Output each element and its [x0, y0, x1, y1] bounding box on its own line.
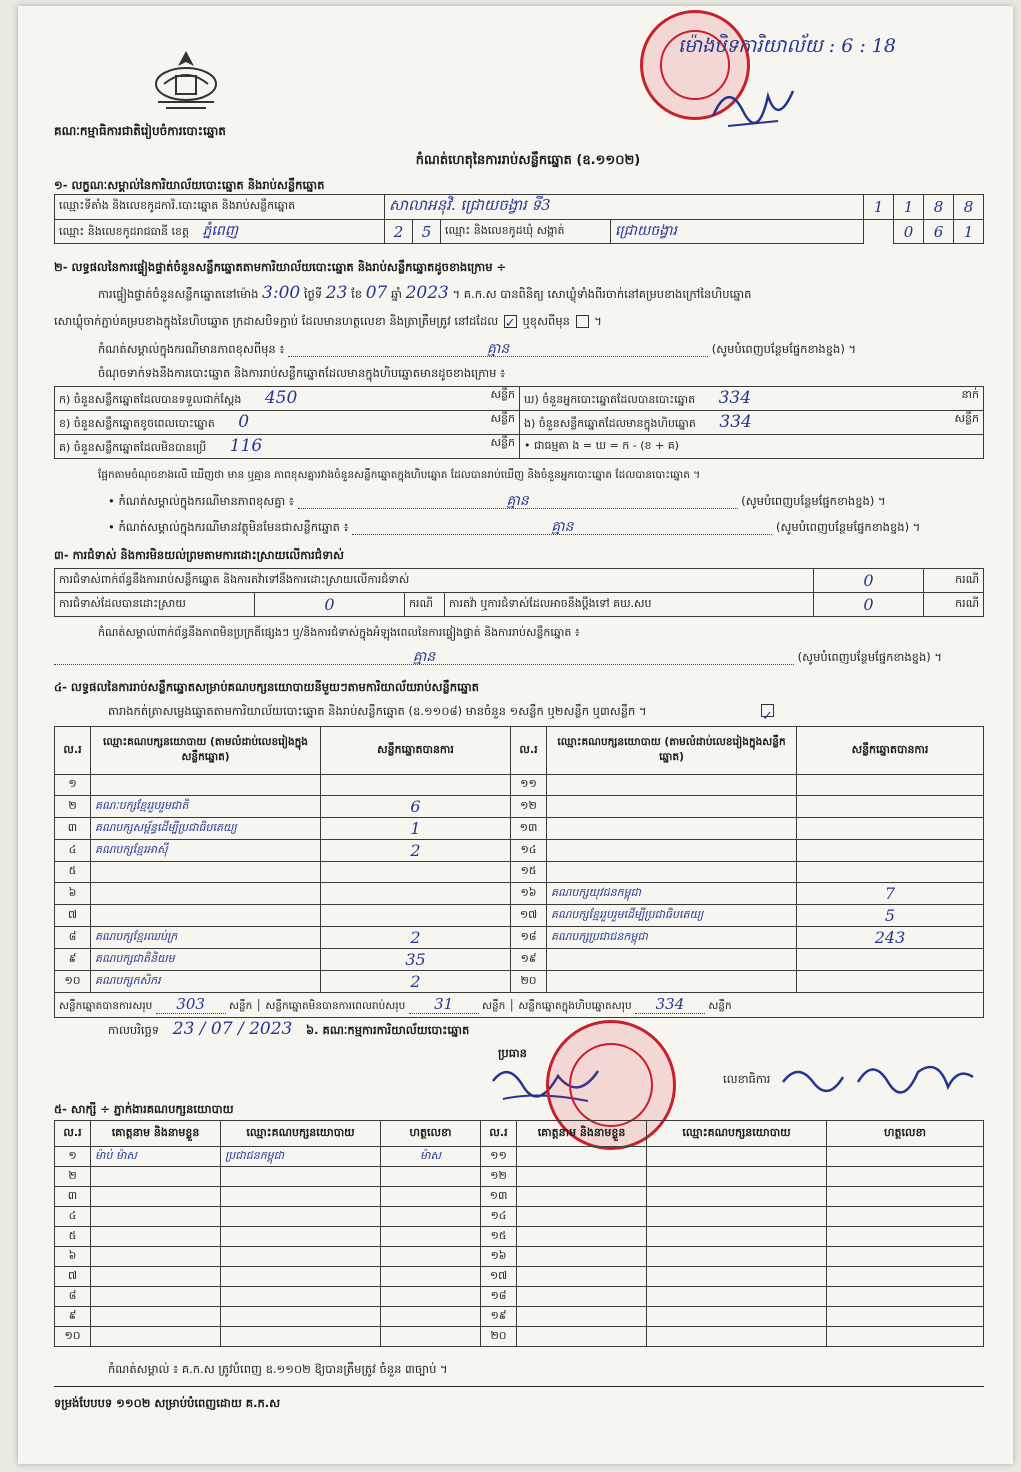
party-results-table: ល.រ ឈ្មោះគណបក្សនយោបាយ (តាមលំដាប់លេខរៀងក្នុងសន្លឹកឆ្នោត) សន្លឹកឆ្នោតបានការ ល.រ ឈ្មោះគណបក្សនយោបាយ (តាមលំដាប់លេខរៀងក្នុងសន្លឹកឆ្នោត) សន្លឹកឆ្នោតបានការ ១ ១១ ២ គណៈបក្សខ្មែររួបរួមជាតិ 6 ១២ ៣ គណបក្សសម្ព័ន្ធដើម្បីប្រជាធិបតេយ្យ 1 ១៣ ៤ គណបក្សខ្មែរអាស៊ី 2 ១៤ ៥ ១៥ ៦ ១៦ គណបក្សយុវជនកម្ពុជា 7 ៧ ១៧ គណបក្សខ្មែររួបរួមដើម្បីប្រជាធិបតេយ្យ 5 ៨ គណបក្សខ្មែរឈប់ក្រ 2 ១៨ គណបក្សប្រជាជនកម្ពុជា 243 ៩ គណបក្សជាតិនិយម 35 ១៩ ១០ គណបក្សកសិករ 2 ២០ សន្លឹកឆ្នោតបានការសរុប 303 សន្លឹក │ សន្លឹកឆ្នោតមិនបានការពេលរាប់សរុប 31 សន្លឹក │ សន្លឹកឆ្នោតក្នុងហិបឆ្នោតសរុប 334 សន្លឹក — [54, 726, 984, 1018]
witness-signature — [827, 1227, 984, 1247]
party-name — [91, 862, 321, 883]
witness-row — [55, 1187, 984, 1207]
witness-name — [91, 1227, 221, 1247]
witness-party — [221, 1327, 381, 1347]
witness-signature — [381, 1307, 481, 1327]
witness-party — [221, 1287, 381, 1307]
witness-number: ១០ — [55, 1327, 91, 1347]
witness-name — [91, 1267, 221, 1287]
section1-table — [54, 194, 984, 244]
party-votes: 6 — [321, 796, 511, 818]
witness-name — [91, 1207, 221, 1227]
date-line: កាលបរិច្ឆេទ 23 / 07 / 2023 ៦. គណៈកម្មការការិយាល័យបោះឆ្នោត — [108, 1019, 470, 1039]
commune-label: ឈ្មោះ និងលេខកូដឃុំ សង្កាត់ — [441, 220, 611, 244]
witness-party — [221, 1307, 381, 1327]
party-number: ២ — [55, 796, 91, 818]
province-code-digit: 5 — [413, 220, 441, 244]
witness-name — [517, 1267, 647, 1287]
appeal-count: 0 — [814, 593, 924, 617]
ballot-count-table: ក) ចំនួនសន្លឹកឆ្នោតដែលបានទទួលជាក់ស្តែង 450 សន្លឹក ឃ) ចំនួនអ្នកបោះឆ្នោតដែលបានបោះឆ្នោត 334 នាក់ ខ) ចំនួនសន្លឹកឆ្នោតខូចពេលបោះឆ្នោត 0 សន្លឹក ង) ចំនួនសន្លឹកឆ្នោតដែលមានក្នុងហិបឆ្នោត 334 សន្លឹក គ) ចំនួនសន្លឹកឆ្នោតដែលមិនបានប្រើ 116 សន្លឹក • ជាធម្មតា ង = ឃ = ក - (ខ + គ) — [54, 386, 984, 459]
witness-name — [517, 1327, 647, 1347]
party-number: ១៤ — [511, 840, 547, 862]
witness-name — [517, 1247, 647, 1267]
party-number: ១ — [55, 775, 91, 796]
witness-row — [55, 1167, 984, 1187]
party-name — [547, 971, 797, 993]
witness-number: ១៨ — [481, 1287, 517, 1307]
footer-divider — [54, 1386, 984, 1387]
witness-party — [647, 1147, 827, 1167]
witness-name — [91, 1327, 221, 1347]
verify-line-2: សោឃ្លុំចាក់ភ្ជាប់គម្របខាងក្នុងនៃហិបឆ្នោត ក្រដាសបិទភ្ជាប់ ដែលមានហត្ថលេខា និងត្រាត្រឹមត្រូវ នៅដដែល ✓ ឬខុសពីមុន ។ — [54, 314, 602, 331]
commune-value: ជ្រោយចង្វារ — [611, 220, 864, 244]
unused-ballots: 116 — [229, 436, 263, 456]
party-number: ២០ — [511, 971, 547, 993]
section5-heading: ៥- សាក្សី ÷ ភ្នាក់ងារគណបក្សនយោបាយ — [54, 1102, 234, 1116]
witness-name — [517, 1187, 647, 1207]
witness-number: ១៣ — [481, 1187, 517, 1207]
party-votes — [797, 796, 984, 818]
witness-number: ៦ — [55, 1247, 91, 1267]
party-votes — [797, 971, 984, 993]
witness-name — [91, 1247, 221, 1267]
witness-signature — [827, 1207, 984, 1227]
witness-number: ១៦ — [481, 1247, 517, 1267]
witness-number: ២ — [55, 1167, 91, 1187]
party-votes: 2 — [321, 971, 511, 993]
witness-number: ១៧ — [481, 1267, 517, 1287]
formula-text: • ជាធម្មតា ង = ឃ = ក - (ខ + គ) — [520, 435, 984, 459]
party-votes: 2 — [321, 840, 511, 862]
polling-station-value: សាលាអនុវិ. ជ្រោយចង្វារ ទី3 — [385, 195, 864, 220]
party-number: ៣ — [55, 818, 91, 840]
party-votes: 2 — [321, 927, 511, 949]
party-name — [91, 775, 321, 796]
witness-number: ១២ — [481, 1167, 517, 1187]
party-name: គណបក្សខ្មែរឈប់ក្រ — [91, 927, 321, 949]
witness-party — [647, 1267, 827, 1287]
irregularity-note: គ្មាន (សូមបំពេញបន្ថែមផ្នែកខាងខ្នង) ។ — [54, 650, 984, 665]
party-number: ១០ — [55, 971, 91, 993]
same-checkbox[interactable]: ✓ — [504, 316, 516, 331]
party-name: គណបក្សកសិករ — [91, 971, 321, 993]
objection-label: ការជំទាស់ពាក់ព័ន្ធនឹងការរាប់សន្លឹកឆ្នោត និងការតវ៉ាទៅនឹងការដោះស្រាយលើការជំទាស់ — [55, 569, 814, 593]
witness-party — [647, 1207, 827, 1227]
witness-signature: ម៉ាស — [381, 1147, 481, 1167]
party-result-row — [55, 971, 984, 993]
party-number: ៨ — [55, 927, 91, 949]
witness-party — [221, 1267, 381, 1287]
party-name — [547, 862, 797, 883]
section4-heading: ៤- លទ្ធផលនៃការរាប់សន្លឹកឆ្នោតសម្រាប់គណបក្សនយោបាយនីមួយៗតាមការិយាល័យរាប់សន្លឹកឆ្នោត — [54, 680, 479, 694]
foreign-object-note: • កំណត់សម្គាល់ក្នុងករណីមានវត្ថុមិនមែនជាសន្លឹកឆ្នោត ៖ គ្មាន (សូមបំពេញបន្ថែមផ្នែកខាងខ្នង) ។ — [108, 519, 921, 535]
irregularity-note-label: កំណត់សម្គាល់ពាក់ព័ន្ធនឹងភាពមិនប្រក្រតីផ្សេងៗ ឬ/និងការជំទាស់ក្នុងអំឡុងពេលនៃការផ្ទៀងផ្ទាត់ និងការរាប់សន្លឹកឆ្នោត ៖ — [98, 626, 580, 639]
party-votes — [321, 775, 511, 796]
witness-row — [55, 1207, 984, 1227]
section1-heading: ១- លក្ខណៈសម្គាល់នៃការិយាល័យបោះឆ្នោត និងរាប់សន្លឹកឆ្នោត — [54, 178, 325, 192]
party-result-row — [55, 818, 984, 840]
party-name: គណបក្សយុវជនកម្ពុជា — [547, 883, 797, 905]
witness-party — [647, 1227, 827, 1247]
party-votes — [797, 840, 984, 862]
province-value: ភ្នំពេញ — [202, 223, 239, 239]
commune-code-digit: 0 — [894, 220, 924, 244]
party-number: ៦ — [55, 883, 91, 905]
witness-number: ៥ — [55, 1227, 91, 1247]
witness-number: ២០ — [481, 1327, 517, 1347]
witness-name — [91, 1307, 221, 1327]
verify-day: 23 — [325, 283, 348, 303]
witness-party — [221, 1187, 381, 1207]
party-votes: 35 — [321, 949, 511, 971]
party-name: គណបក្សប្រជាជនកម្ពុជា — [547, 927, 797, 949]
witness-number: ៨ — [55, 1287, 91, 1307]
different-checkbox[interactable] — [576, 315, 589, 328]
objection-count: 0 — [814, 569, 924, 593]
witness-name — [517, 1207, 647, 1227]
witness-row — [55, 1147, 984, 1167]
party-result-row — [55, 775, 984, 796]
total-valid-votes: 303 — [156, 995, 226, 1014]
witness-party — [221, 1167, 381, 1187]
objection-table: ការជំទាស់ពាក់ព័ន្ធនឹងការរាប់សន្លឹកឆ្នោត និងការតវ៉ាទៅនឹងការដោះស្រាយលើការជំទាស់ 0 ករណី ការជំទាស់ដែលបានដោះស្រាយ 0 ករណី ការតវ៉ា ឬការជំទាស់ដែលអាចនឹងប្តឹងទៅ គឃ.សប 0 ករណី — [54, 568, 984, 617]
witness-signature — [381, 1167, 481, 1187]
witness-name — [517, 1167, 647, 1187]
polling-station-label: ឈ្មោះទីតាំង និងលេខកូដការិ.បោះឆ្នោត និងរាប់សន្លឹកឆ្នោត — [55, 195, 385, 220]
voters-count: 334 — [718, 388, 752, 408]
witness-name — [517, 1307, 647, 1327]
form-title: កំណត់ហេតុនៃការរាប់សន្លឹកឆ្នោត (ឧ.១១០២) — [415, 153, 641, 168]
section2-heading: ២- លទ្ធផលនៃការផ្ទៀងផ្ទាត់ចំនួនសន្លឹកឆ្នោតតាមការិយាល័យបោះឆ្នោត និងរាប់សន្លឹកឆ្នោតដូចខាងក្រោម ÷ — [54, 260, 507, 274]
total-invalid-votes: 31 — [409, 995, 479, 1014]
witness-row — [55, 1267, 984, 1287]
witness-table: ល.រ គោត្តនាម និងនាមខ្លួន ឈ្មោះគណបក្សនយោបាយ ហត្ថលេខា ល.រ គោត្តនាម និងនាមខ្លួន ឈ្មោះគណបក្សនយោបាយ ហត្ថលេខា ១ ម៉ាប់ ម៉ាស ប្រជាជនកម្ពុជា ម៉ាស ១១ ២ ១២ ៣ ១៣ ៤ ១៤ ៥ ១៥ ៦ ១៦ ៧ ១៧ ៨ ១៨ ៩ ១៩ ១០ ២០ — [54, 1120, 984, 1347]
tally-2-sheets-checkbox[interactable]: ✓ — [761, 704, 774, 717]
foreign-object-value: គ្មាន — [352, 520, 772, 535]
verify-line: ការផ្ទៀងផ្ទាត់ចំនួនសន្លឹកឆ្នោតនៅម៉ោង 3:00 ថ្ងៃទី 23 ខែ 07 ឆ្នាំ 2023 ។ គ.ក.ស បានពិនិត្យ សោឃ្លុំទាំងពីរចាក់នៅគម្របខាងក្រៅនៃហិបឆ្នោត — [98, 283, 752, 303]
province-label: ឈ្មោះ និងលេខកូដរាជធានី ខេត្ត ភ្នំពេញ — [55, 220, 385, 244]
party-name — [547, 818, 797, 840]
witness-row — [55, 1287, 984, 1307]
witness-party — [221, 1227, 381, 1247]
witness-signature — [827, 1307, 984, 1327]
witness-name — [91, 1167, 221, 1187]
witness-number: ៩ — [55, 1307, 91, 1327]
witness-party — [647, 1167, 827, 1187]
party-number: ៤ — [55, 840, 91, 862]
party-number: ១៥ — [511, 862, 547, 883]
chair-label: ប្រធាន — [498, 1046, 527, 1060]
party-number: ១១ — [511, 775, 547, 796]
witness-signature — [381, 1327, 481, 1347]
party-number: ៧ — [55, 905, 91, 927]
party-name: គណបក្សជាតិនិយម — [91, 949, 321, 971]
witness-signature — [827, 1147, 984, 1167]
compare-line: ផ្អែកតាមចំណុចខាងលើ ឃើញថា មាន ឬគ្មាន ភាពខុសគ្នារវាងចំនួនសន្លឹកឆ្នោតក្នុងហិបឆ្នោត ដែលបានរាប់ឃើញ និងចំនួនអ្នកបោះឆ្នោត ដែលបានបោះឆ្នោត ។ — [98, 469, 701, 481]
party-name — [547, 775, 797, 796]
witness-party — [647, 1287, 827, 1307]
party-name: គណបក្សសម្ព័ន្ធដើម្បីប្រជាធិបតេយ្យ — [91, 818, 321, 840]
witness-row — [55, 1307, 984, 1327]
committee-emblem-icon — [146, 46, 226, 116]
party-votes — [797, 818, 984, 840]
secretary-label: លេខាធិការ — [723, 1072, 771, 1086]
party-number: ១៣ — [511, 818, 547, 840]
witness-signature — [827, 1327, 984, 1347]
party-votes — [321, 905, 511, 927]
party-votes — [797, 775, 984, 796]
station-code-digit: 8 — [954, 195, 984, 220]
station-code-digit: 8 — [924, 195, 954, 220]
party-votes: 243 — [797, 927, 984, 949]
party-number: ៩ — [55, 949, 91, 971]
party-result-row — [55, 840, 984, 862]
witness-number: ១១ — [481, 1147, 517, 1167]
resolved-count: 0 — [255, 593, 405, 617]
witness-number: ៣ — [55, 1187, 91, 1207]
date-value: 23 / 07 / 2023 — [172, 1019, 293, 1039]
party-result-row — [55, 796, 984, 818]
witness-number: ១៩ — [481, 1307, 517, 1327]
party-name: គណៈបក្សខ្មែររួបរួមជាតិ — [91, 796, 321, 818]
witness-name — [517, 1227, 647, 1247]
signature-top — [708, 76, 798, 136]
party-number: ១៨ — [511, 927, 547, 949]
party-result-row — [55, 862, 984, 883]
witness-party — [221, 1247, 381, 1267]
verify-year: 2023 — [405, 283, 449, 303]
section3-heading: ៣- ការជំទាស់ និងការមិនយល់ព្រមតាមការដោះស្រាយលើការជំទាស់ — [54, 548, 345, 562]
commune-code-digit: 6 — [924, 220, 954, 244]
party-number: ១២ — [511, 796, 547, 818]
witness-party — [647, 1307, 827, 1327]
seal-note-line: កំណត់សម្គាល់ក្នុងករណីមានភាពខុសពីមុន ៖ គ្មាន (សូមបំពេញបន្ថែមផ្នែកខាងខ្នង) ។ — [98, 341, 857, 357]
witness-signature — [381, 1207, 481, 1227]
witness-party — [647, 1327, 827, 1347]
difference-note: • កំណត់សម្គាល់ក្នុងករណីមានភាពខុសគ្នា ៖ គ្មាន (សូមបំពេញបន្ថែមផ្នែកខាងខ្នង) ។ — [108, 493, 886, 509]
footer-note: កំណត់សម្គាល់ ៖ គ.ក.ស ត្រូវបំពេញ ឧ.១១០២ ឱ្យបានត្រឹមត្រូវ ចំនួន ៣ច្បាប់ ។ — [108, 1362, 448, 1376]
section4-intro: តារាងកត់ត្រាសម្លេងឆ្នោតតាមការិយាល័យបោះឆ្នោត និងរាប់សន្លឹកឆ្នោត (ឧ.១១០៨) មានចំនួន ១សន្លឹក ឬ២សន្លឹក ឬ៣សន្លឹក ។ — [108, 704, 647, 718]
party-number: ១៩ — [511, 949, 547, 971]
party-votes: 5 — [797, 905, 984, 927]
irregularity-note-value: គ្មាន — [54, 650, 794, 665]
witness-signature — [381, 1247, 481, 1267]
total-ballots-in-box: 334 — [635, 995, 705, 1014]
ballot-points-heading: ចំណុចទាក់ទងនឹងការបោះឆ្នោត និងការរាប់សន្លឹកឆ្នោតដែលមានក្នុងហិបឆ្នោតមានដូចខាងក្រោម ៖ — [98, 366, 506, 380]
party-result-row — [55, 905, 984, 927]
witness-name — [517, 1287, 647, 1307]
witness-name — [91, 1287, 221, 1307]
witness-party — [221, 1207, 381, 1227]
party-name — [91, 883, 321, 905]
party-name: គណបក្សខ្មែររួបរួមដើម្បីប្រជាធិបតេយ្យ — [547, 905, 797, 927]
witness-number: ៤ — [55, 1207, 91, 1227]
party-number: ៥ — [55, 862, 91, 883]
secretary-signature — [778, 1052, 978, 1102]
witness-name — [517, 1147, 647, 1167]
verify-time: 3:00 — [262, 283, 301, 303]
witness-signature — [381, 1287, 481, 1307]
witness-row — [55, 1247, 984, 1267]
party-number: ១៦ — [511, 883, 547, 905]
party-name — [547, 796, 797, 818]
committee-name: គណៈកម្មាធិការជាតិរៀបចំការបោះឆ្នោត — [54, 124, 226, 138]
party-votes — [797, 949, 984, 971]
party-votes: 7 — [797, 883, 984, 905]
party-name: គណបក្សខ្មែរអាស៊ី — [91, 840, 321, 862]
witness-party — [647, 1187, 827, 1207]
party-votes — [321, 883, 511, 905]
witness-signature — [827, 1187, 984, 1207]
seal-note-value: គ្មាន — [288, 342, 708, 357]
form-footer: ទម្រង់បែបបទ ១១០២ សម្រាប់បំពេញដោយ គ.ក.ស — [54, 1396, 281, 1410]
party-name — [547, 840, 797, 862]
witness-number: ១ — [55, 1147, 91, 1167]
party-name — [547, 949, 797, 971]
appeal-label: ការតវ៉ា ឬការជំទាស់ដែលអាចនឹងប្តឹងទៅ គឃ.សប — [445, 593, 814, 617]
witness-signature — [381, 1187, 481, 1207]
witness-number: ៧ — [55, 1267, 91, 1287]
witness-row — [55, 1227, 984, 1247]
witness-number: ១៥ — [481, 1227, 517, 1247]
handwritten-closing-time: ម៉ោងបិទការិយាល័យ : 6 : 18 — [678, 35, 896, 57]
witness-name — [91, 1187, 221, 1207]
province-code-digit: 2 — [385, 220, 413, 244]
witness-signature — [827, 1247, 984, 1267]
verify-month: 07 — [365, 283, 388, 303]
party-result-row — [55, 927, 984, 949]
ballots-in-box: 334 — [719, 412, 752, 432]
party-result-row — [55, 883, 984, 905]
witness-party — [647, 1247, 827, 1267]
party-votes — [797, 862, 984, 883]
witness-row — [55, 1327, 984, 1347]
party-name — [91, 905, 321, 927]
party-votes: 1 — [321, 818, 511, 840]
station-code-digit: 1 — [864, 195, 894, 220]
witness-signature — [827, 1287, 984, 1307]
difference-note-value: គ្មាន — [298, 494, 738, 509]
resolved-label: ការជំទាស់ដែលបានដោះស្រាយ — [55, 593, 255, 617]
witness-party: ប្រជាជនកម្ពុជា — [221, 1147, 381, 1167]
witness-signature — [827, 1267, 984, 1287]
form-page — [18, 6, 1013, 1464]
witness-name: ម៉ាប់ ម៉ាស — [91, 1147, 221, 1167]
commune-code-digit: 1 — [954, 220, 984, 244]
witness-signature — [827, 1167, 984, 1187]
party-votes — [321, 862, 511, 883]
station-code-digit: 1 — [894, 195, 924, 220]
witness-number: ១៤ — [481, 1207, 517, 1227]
received-ballots: 450 — [264, 388, 298, 408]
spoiled-ballots: 0 — [238, 412, 250, 432]
witness-signature — [381, 1267, 481, 1287]
party-result-row — [55, 949, 984, 971]
party-number: ១៧ — [511, 905, 547, 927]
witness-signature — [381, 1227, 481, 1247]
